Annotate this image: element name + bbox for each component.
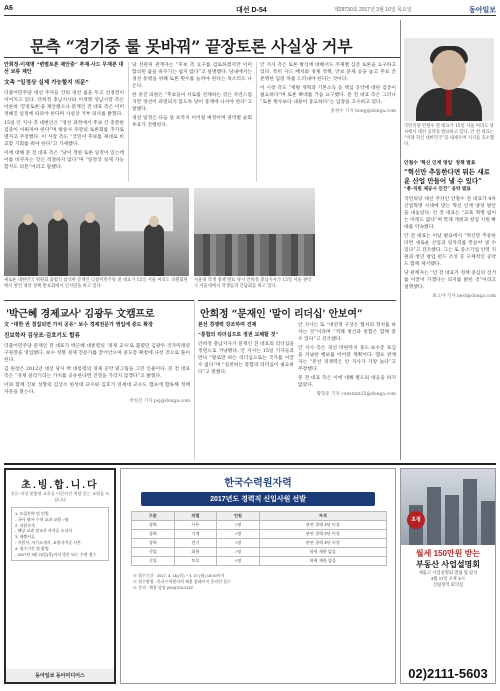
ad-headline: 월세 150만원 받는 [415,549,481,558]
table-row [132,521,387,530]
lower-right-article-col2 [298,322,396,397]
table-cell: 경력 [132,530,175,539]
article-rule [4,300,194,301]
paragraph: 김 원장은 2012년 대선 당시 박 대통령의 경제 공약 밑그림을 그린 인물이다. 문 전 대표 측은 “경제 살리기라는 가치를 공유한다면 진영을 가리지 않겠다”고 밝혔다. [4,367,190,379]
lower-right-headline: 안희정 “문재인 '말이 리더십' 안보여” [200,309,363,320]
paragraph: 경선 일정은 다음 달 초까지 이어질 예정이며 권역별 순회 투표가 진행된다. [132,116,252,128]
page-number: A6 [4,5,13,12]
news-photo-left [4,188,189,276]
ad-line: - 2017년 3월 23일(목)까지 방문 또는 우편 접수 [15,551,97,557]
paragraph: 당 관계자는 “안 전 대표가 정책 중심의 선거를 이끌어 가겠다는 의지를 밝힌 것”이라고 설명했다. [404,271,496,290]
column-rule [256,62,257,182]
photo-caption-left: 새로운 대한민국 위원회 출범식 참석한 문재인 더불어민주당 전 대표가 15일 서울 여의도 의원회관에서 열린 대선 정책 발표회에서 인사말을 하고 있다. [4,278,188,289]
ad-note: ※ 접수기간 : 2017. 3. 16.(목) ~ 3. 27.(월) 18:00까지 [133,573,225,578]
table-cell: ○명 [217,539,260,548]
ad-line: - 해당 교과 정교사 자격증 소지자 [15,528,73,534]
ad-line: 3. 제출서류 [15,534,35,540]
table-cell: ○명 [217,548,260,557]
lower-left-article [4,322,190,404]
main-article-col1 [4,62,124,173]
table-cell: 경력 [132,521,175,530]
paragraph: 더불어민주당 문재인 전 대표가 박근혜 대통령의 '경제 교사'로 불렸던 김광두 국가미래연구원장을 영입했다. 보수 성향 경제 전문가를 끌어안으며 중도층 확장에 나선 것으로 풀이된다. [4,344,190,363]
paragraph: 국민의당 대선 주자인 안철수 전 대표가 4차 산업혁명 시대에 맞는 혁신 인재 양성 방안을 내놓았다. 안 전 대표는 “교육 혁명 없이는 미래도 없다”며 학제 개편과 창업 지원 확대를 약속했다. [404,197,496,230]
table-header: 직렬 [174,512,217,521]
table-row [132,530,387,539]
masthead-logo: 동아일보 [468,7,496,14]
table-cell: 신입 [132,548,175,557]
paragraph: 이 시장 측도 “재벌 개혁과 기본소득 등 핵심 공약에 대한 검증이 필요하다”며 토론 확대를 거듭 요구했다. 문 전 대표 측은 그러나 “토론 횟수보다 내용이 중요하다”는 입장을 고수하고 있다. [260,86,396,105]
table-cell: 학력 제한 없음 [259,548,386,557]
headline-rule [4,57,400,58]
section-label: 대선 D-54 [236,7,267,14]
paragraph: 이와 함께 진보 성향의 김상조 한성대 교수와 김호기 연세대 교수도 캠프에 합류해 정책 자문을 맡는다. [4,383,190,395]
paragraph: 안 지사는 또 “대연정 구상은 협치의 정치를 하자는 것”이라며 “적폐 청산과 통합은 함께 갈 수 있다”고 강조했다. [298,323,396,342]
ad-footer: 동아일보 동아미디어스 [6,669,114,682]
table-cell: 관련 경력 3년 이상 [259,521,386,530]
news-photo-right [194,188,315,276]
main-article-subhead: 文측 “일정상 실제 가능할지 의문” [4,80,89,86]
column-rule [194,300,195,460]
ad-subtitle: 진로·적성 맞춤형 교육을 이끌어갈 역량 있는 교원을 모십니다 [10,491,110,502]
ad-line: - 지원서, 자기소개서, 교원자격증 사본 [15,539,81,545]
real-estate-seminar-ad[interactable] [400,468,496,684]
ad-title: 초.빙.합.니.다 [21,480,99,491]
lower-right-subhead: “통합의 리더십으로 정권 교체할 것” [198,332,279,338]
ad-detail: 3월 17일 오후 2시 [431,576,465,581]
sidebar-rule [400,20,401,460]
table-cell: ○명 [217,530,260,539]
ad-detail: 새롭고 사업설명회 열림 및 참석 [418,570,478,575]
ad-separator [4,463,496,465]
ad-line: 1. 모집분야 및 인원 [15,511,49,516]
table-cell: 신입 [132,557,175,566]
paragraph: 이에 대해 문 전 대표 측은 “당이 정한 토론 일정이 있는데 이를 바꾸자는 것은 적절하지 않다”며 “일정상 실제 가능할지도 의문”이라고 말했다. [4,151,124,170]
table-row [132,557,387,566]
lower-left-subhead: 진보학자 김상조·김호기도 합류 [4,333,81,339]
ad-phone[interactable]: 02)2111-5603 [408,666,488,681]
paragraph: 안 지사 측은 경선 막판까지 중도·보수층 표심을 겨냥한 행보를 이어갈 계획이다. 캠프 관계자는 “본선 경쟁력은 안 지사가 가장 높다”고 주장했다. [298,346,396,372]
portrait-caption: 국민의당 안철수 전 대표가 15일 서울 여의도 당사에서 대선 공약을 발표하고 있다. 안 전 대표는 “미래 혁신 대한민국”을 내세우며 지지를 호소했다. [404,124,495,147]
paragraph: 15일 안 지사 측 대변인은 “경선 과정에서 후보 간 충분한 검증이 이뤄져야 한다”며 방송사 주관의 토론회를 추가로 열자고 주장했다. 이 시장 측도 “국민이 후보를 제대로 비교할 기회를 줘야 한다”고 가세했다. [4,121,124,147]
page-header [4,4,496,16]
paragraph: 더불어민주당 대선 주자들 간의 경선 룰을 두고 신경전이 이어지고 있다. 안희정 충남지사와 이재명 성남시장 측은 이른바 '끝장토론'을 제안했으나 문재인 전 대표 측은 이미 정해진 일정에 따라야 한다며 사실상 거부 의사를 밝혔다. [4,91,124,117]
table-cell: 사무 [174,521,217,530]
ad-banner: 2017년도 경력직 신입사원 선발 [141,492,375,506]
byline: 박성진 기자 psj@donga.com [129,399,190,404]
paragraph: 안 전 대표는 이날 발표에서 “혁신만 추동한다면 새로운 산업과 일자리를 만들어 낼 수 있다”고 강조했다. 그는 또 중소기업 인력 지원과 청년 창업 펀드 조성 등 구체적인 공약도 함께 제시했다. [404,234,496,267]
lower-left-headline: '박근혜 경제교사' 김광두 文캠프로 [6,309,155,320]
table-cell: ○명 [217,557,260,566]
byline: 황형준 기자 constant25@donga.com [316,392,396,397]
table-header: 구분 [132,512,175,521]
ad-note: ※ 접수방법 : 한국수력원자력 채용 홈페이지 온라인 접수 [133,579,231,584]
paragraph: 안 지사 측은 토론 방식에 대해서도 주제별 심층 토론을 요구하고 있다. 특히 사드 배치와 경제 정책, 안보 문제 등을 놓고 후보 간 분명한 입장 차를 드러내야 한다는 것이다. [260,63,396,82]
table-cell: 화학 [174,548,217,557]
table-cell: 관련 경력 3년 이상 [259,539,386,548]
table-header: 인원 [217,512,260,521]
table-row [132,539,387,548]
paragraph: 한 중진 의원은 “후보들이 서로를 견제하는 것은 자연스럽지만 경선이 과열되지 않도록 당이 중재에 나서야 한다”고 말했다. [132,93,252,112]
main-headline: 문측 “경기중 룰 못바꿔” 끝장토론 사실상 거부 [30,37,353,56]
ad-line: 2. 지원자격 [15,522,35,528]
ad-headline-2: 부동산 사업설명회 [415,560,481,569]
lower-right-lead: 본선 경쟁력 강조하며 견제 [198,322,257,328]
sidebar-headline: “혁신만 추동한다면 뭐든 새로운 산업 만들어 낼 수 있다” [404,168,490,185]
lower-left-lead: 文 “대한 권 결집되면 가치 공유” 보수 경제전문가 영입에 중도 확장 [4,322,153,328]
table-row [132,548,387,557]
lower-right-article-col1 [198,322,294,378]
ad-details [11,507,109,561]
paragraph: 문 전 대표 측은 이에 대해 별도의 대응을 하지 않았다. [298,376,396,388]
ad-line: 4. 접수기간 및 방법 [15,545,49,551]
khnp-recruitment-ad[interactable] [120,468,396,684]
main-article-col3 [260,62,396,114]
photo-caption-right: 서울대 학생 정책 발표 당시 안희정 충남지사가 15일 서울 관악구 서울대에서 학생들과 간담회를 하고 있다. [194,278,312,289]
ad-detail: 신림정역 회의실 [432,582,464,587]
issue-date: 제29730호 2017년 3월 16일 목요일 [334,7,412,13]
main-article-col2 [132,62,252,131]
sidebar-article [404,160,496,299]
byline: 최고야 기자 best@donga.com [432,294,496,299]
main-article-lead: 안희정·이재명 “변별토론 제안중” 추재·사드 무재론 대선 보류 제안 [4,62,124,75]
byline: 홍정수 기자 hong@donga.com [330,109,396,114]
table-cell: 기계 [174,530,217,539]
khnp-logo: 한국수력원자력 [224,478,292,489]
ad-line: - 국어·영어·수학 교과 교원 ○명 [15,516,69,522]
table-header: 자격 [259,512,386,521]
table-cell: 전기 [174,539,217,548]
table-cell: 학력 제한 없음 [259,557,386,566]
ad-note: ※ 문의 : 채용 담당 (054)704-2192 [133,585,194,590]
recruitment-ad[interactable] [4,468,116,684]
ad-notes [121,571,395,593]
article-rule [198,300,396,301]
paragraph: 당 선관위 관계자는 “후보 측 요구를 검토하겠지만 이미 합의된 룰을 바꾸기는 쉽지 않다”고 설명했다. 당내에서는 경선 흥행을 위해 토론 횟수를 늘려야 한다는 목소리도 나온다. [132,63,252,89]
building-image [401,469,495,545]
table-cell: 관련 경력 3년 이상 [259,530,386,539]
sidebar-kicker: 안철수 '혁신 인재 영입' 정책 발표 [404,160,476,166]
table-cell: 경력 [132,539,175,548]
portrait-photo [404,38,494,121]
recruitment-table [131,511,387,566]
table-cell: 토목 [174,557,217,566]
column-rule [128,62,129,182]
sidebar-subhead: “총-직원 제공시 인건” 공약 발표 [404,187,471,192]
paragraph: 안희정 충남지사가 문재인 전 대표의 리더십을 정면으로 겨냥했다. 안 지사는 15일 기자들과 만나 “말로만 하는 리더십으로는 국가를 이끌 수 없다”며 “실천하는 통합의 리더십이 필요하다”고 말했다. [198,342,294,375]
table-cell: ○명 [217,521,260,530]
invitation-stamp: 초청 [407,511,425,529]
